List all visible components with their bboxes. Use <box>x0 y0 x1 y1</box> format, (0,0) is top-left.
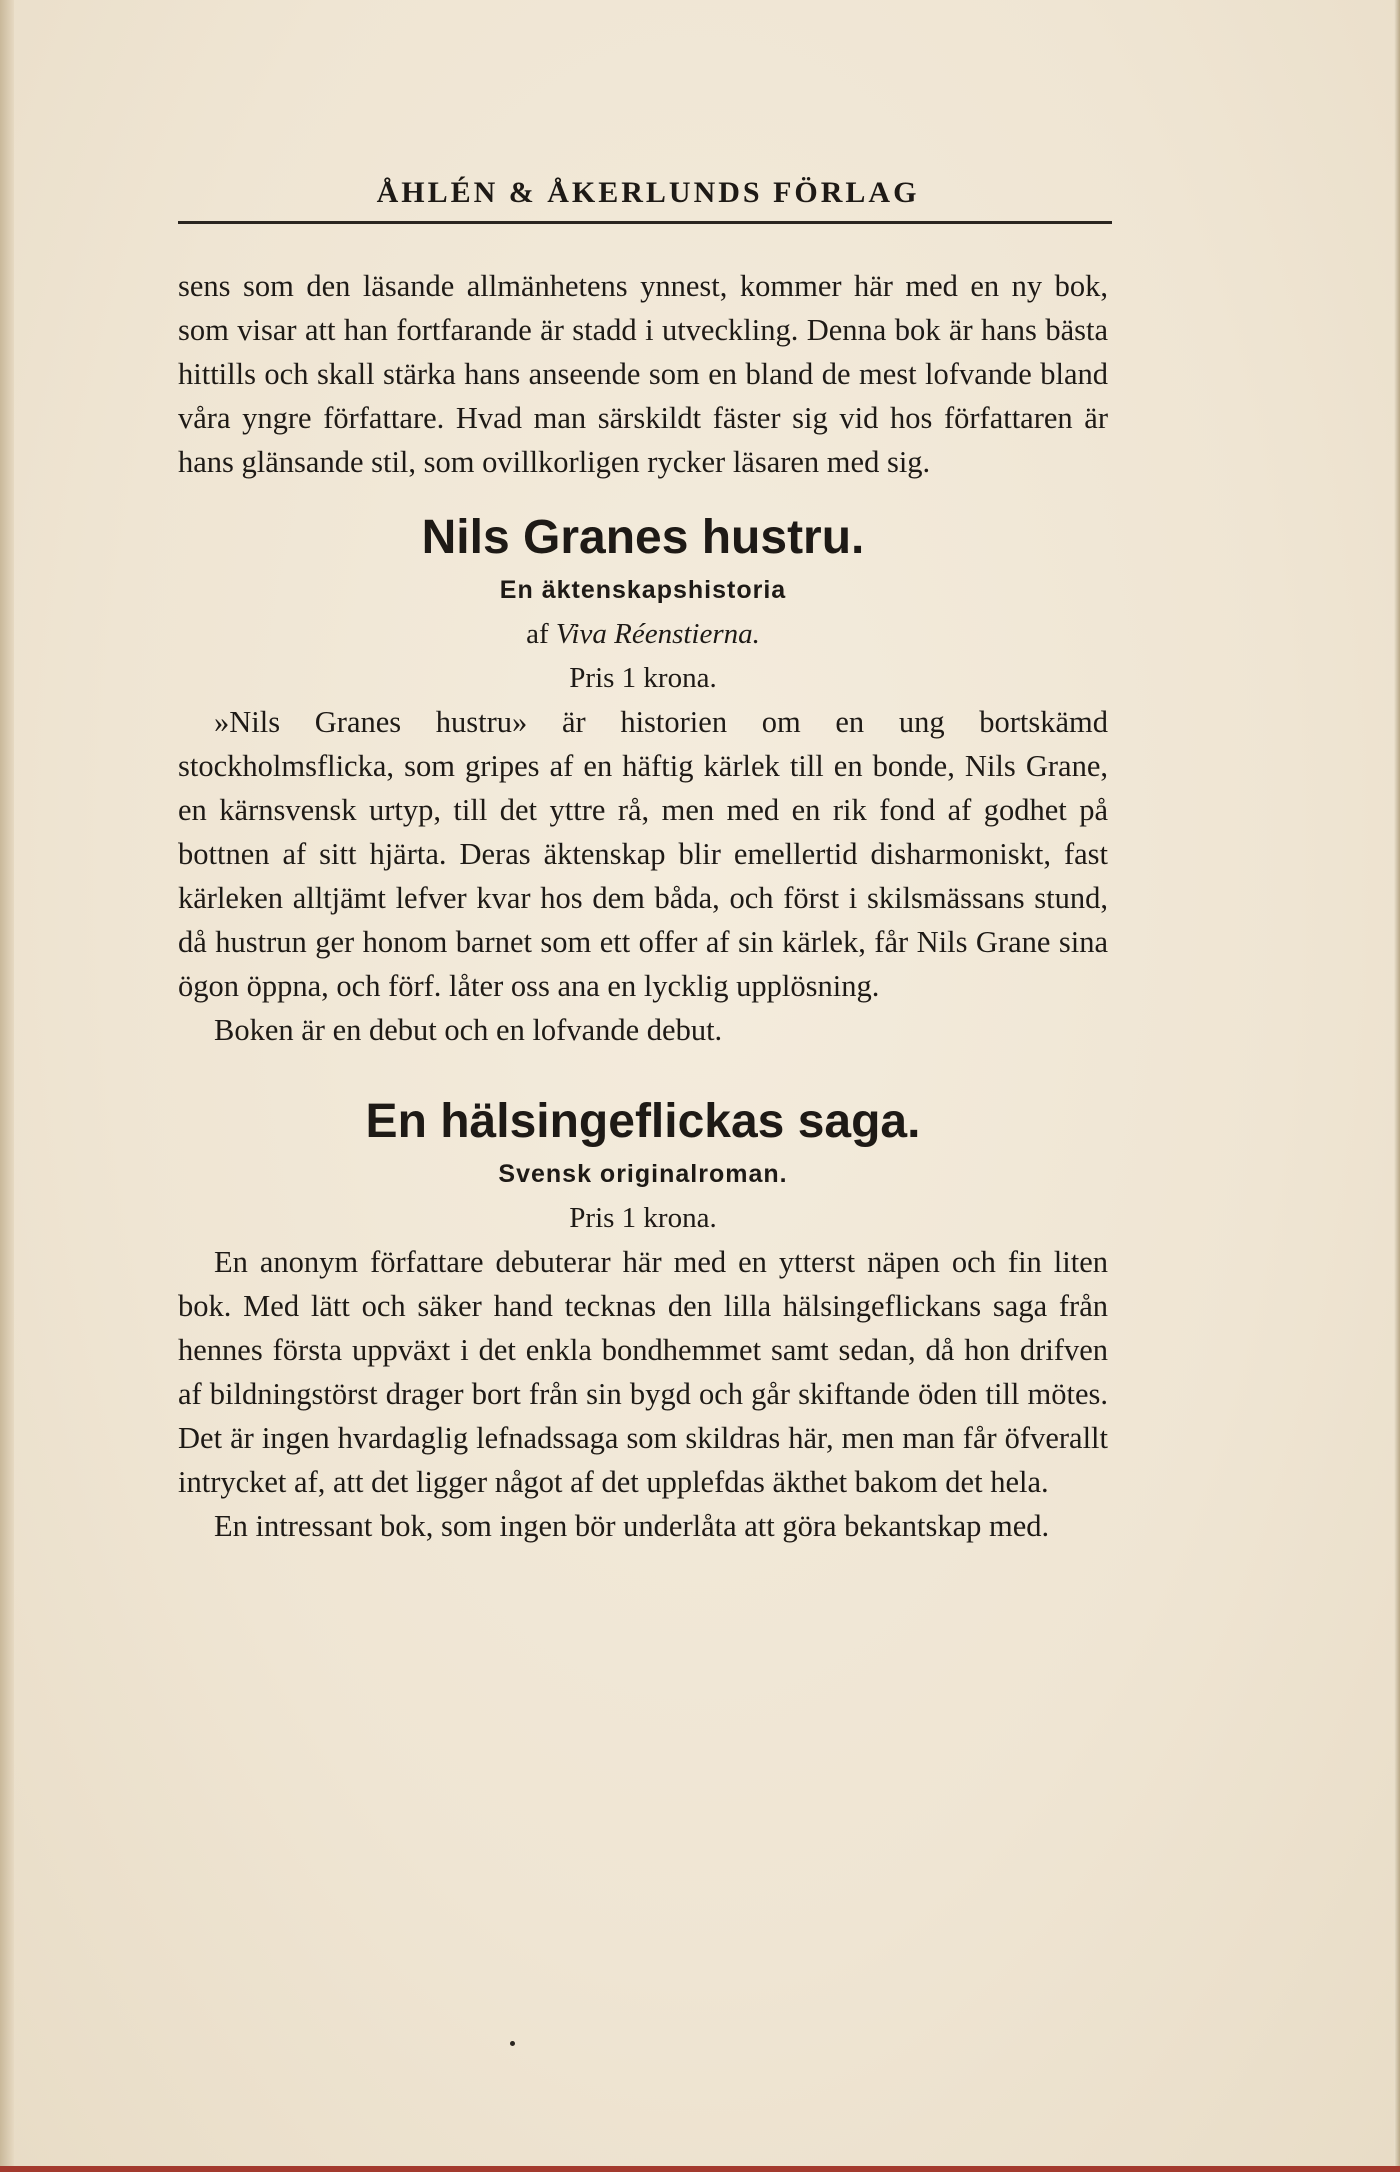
book1-author-line <box>178 612 1108 656</box>
book1-author-prefix: af <box>526 618 549 650</box>
book1-author: Viva Réenstierna. <box>555 618 760 650</box>
book2-subtitle: Svensk originalroman. <box>498 1160 788 1188</box>
text-column <box>178 165 1108 1548</box>
ink-speck <box>510 2041 515 2046</box>
page-right-edge <box>1394 0 1400 2172</box>
book1-subtitle: En äktenskapshistoria <box>499 576 787 604</box>
book2-price: Pris 1 krona. <box>569 1202 717 1234</box>
page-spine-edge <box>0 0 14 2172</box>
intro-paragraph: sens som den läsande allmänhetens ynnest, kommer här med en ny bok, som visar att han fortfarande är stadd i utveckling. Denna bok är hans bästa hittills och skall stärka hans anseende som en bland de mest lofvande bland våra yngre författare. Hvad man särskildt fäster sig vid hos författaren är hans glänsande stil, som ovillkorligen rycker läsaren med sig. <box>178 269 1108 479</box>
cover-edge <box>0 2166 1400 2172</box>
book1-price: Pris 1 krona. <box>569 662 717 694</box>
book2-recommendation: En intressant bok, som ingen bör underlåta att göra bekantskap med. <box>214 1509 1050 1543</box>
book1-description: »Nils Granes hustru» är historien om en ung bortskämd stockholmsflicka, som gripes af en häftig kärlek till en bonde, Nils Grane, en kärnsvensk urtyp, till det yttre rå, men med en rik fond af godhet på bottnen af sitt hjärta. Deras äktenskap blir emellertid disharmoniskt, fast kärleken alltjämt lefver kvar hos dem båda, och först i skilsmässans stund, då hustrun ger honom barnet som ett offer af sin kärlek, får Nils Grane sina ögon öppna, och förf. låter oss ana en lycklig upplösning. <box>178 705 1108 1003</box>
header-rule <box>178 221 1112 224</box>
book2-description: En anonym författare debuterar här med en ytterst näpen och fin liten bok. Med lätt och säker hand tecknas den lilla hälsingeflickans saga från hennes första uppväxt i det enkla bondhemmet samt sedan, då hon drifven af bildningstörst drager bort från sin bygd och går skiftande öden till mötes. Det är ingen hvardaglig lefnadssaga som skildras här, men man får öfverallt intrycket af, att det ligger något af det upplefdas äkthet bakom det hela. <box>178 1245 1108 1499</box>
book2-title: En hälsingeflickas saga. <box>365 1095 921 1148</box>
book1-title: Nils Granes hustru. <box>421 511 865 564</box>
book1-verdict: Boken är en debut och en lofvande debut. <box>214 1013 723 1047</box>
running-head: ÅHLÉN & ÅKERLUNDS FÖRLAG <box>376 176 920 209</box>
